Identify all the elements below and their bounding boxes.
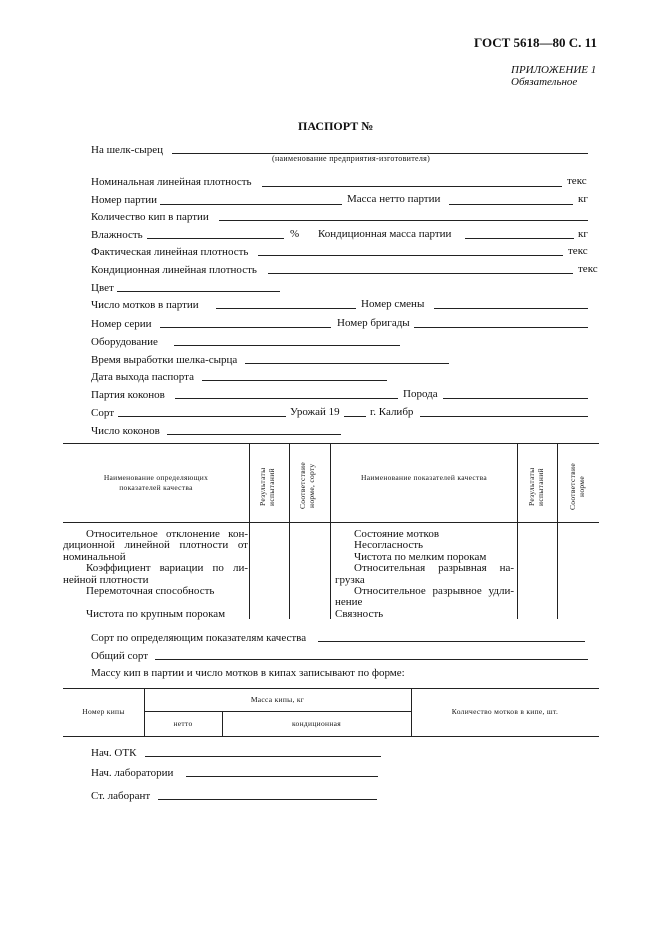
brigade-number-label: Номер бригады bbox=[337, 317, 410, 329]
nominal-density-line[interactable] bbox=[262, 186, 562, 187]
bale-count-line[interactable] bbox=[219, 220, 588, 221]
col-conformity-right: Соответствие норме bbox=[568, 463, 586, 511]
color-line[interactable] bbox=[117, 291, 280, 292]
form-note: Массу кип в партии и число мотков в кипах записывают по форме: bbox=[91, 667, 405, 679]
grade-label: Сорт bbox=[91, 407, 114, 419]
net-mass-line[interactable] bbox=[449, 204, 573, 205]
quality-left-item: Чистота по крупным порокам bbox=[86, 607, 226, 620]
harvest-label: Урожай 19 bbox=[290, 406, 340, 418]
conditional-mass-line[interactable] bbox=[465, 238, 574, 239]
tex-unit-3: текс bbox=[578, 263, 598, 275]
quality-right-item: Чистота по мелким порокам bbox=[354, 550, 487, 563]
skeins-in-bale-header: Количество мотков в кипе, шт. bbox=[451, 707, 559, 716]
production-time-label: Время выработки шелка-сырца bbox=[91, 354, 238, 366]
quality-left-item: Относительное отклонение кон- bbox=[86, 528, 248, 540]
nominal-density-label: Номинальная линейная плотность bbox=[91, 176, 252, 188]
lab-head-label: Нач. лаборатории bbox=[91, 767, 174, 779]
appendix-label: ПРИЛОЖЕНИЕ 1 bbox=[511, 64, 597, 76]
color-label: Цвет bbox=[91, 282, 114, 294]
tex-unit-1: текс bbox=[567, 175, 587, 187]
breed-label: Порода bbox=[403, 388, 438, 400]
conditional-header: кондиционная bbox=[291, 719, 342, 728]
percent-unit: % bbox=[290, 228, 300, 240]
cocoon-count-label: Число коконов bbox=[91, 425, 160, 437]
issue-date-line[interactable] bbox=[202, 380, 387, 381]
lot-number-label: Номер партии bbox=[91, 194, 158, 206]
col-name-right: Наименование показателей качества bbox=[360, 473, 487, 482]
bale-mass-header: Масса кипы, кг bbox=[250, 695, 305, 704]
issue-date-label: Дата выхода паспорта bbox=[91, 371, 194, 383]
quality-left-item: нейной плотности bbox=[63, 573, 149, 586]
otk-head-label: Нач. ОТК bbox=[91, 747, 137, 759]
quality-right-item: Несогласность bbox=[354, 539, 424, 552]
lab-head-line[interactable] bbox=[186, 776, 378, 777]
quality-left-item: Коэффициент вариации по ли- bbox=[86, 562, 248, 575]
shift-number-line[interactable] bbox=[434, 308, 588, 309]
humidity-label: Влажность bbox=[91, 229, 143, 241]
cocoon-count-line[interactable] bbox=[167, 434, 341, 435]
kg-unit-1: кг bbox=[578, 193, 588, 205]
series-number-label: Номер серии bbox=[91, 318, 152, 330]
cocoon-lot-line[interactable] bbox=[175, 398, 398, 399]
conditional-density-label: Кондиционная линейная плотность bbox=[91, 264, 257, 276]
equipment-line[interactable] bbox=[174, 345, 400, 346]
conditional-density-line[interactable] bbox=[268, 273, 573, 274]
series-number-line[interactable] bbox=[160, 327, 331, 328]
field-silk bbox=[91, 143, 163, 157]
senior-lab-line[interactable] bbox=[158, 799, 377, 800]
kg-unit-2: кг bbox=[578, 228, 588, 240]
overall-grade-line[interactable] bbox=[155, 659, 588, 660]
mandatory-label: Обязательное bbox=[511, 76, 578, 88]
grade-by-quality-label: Сорт по определяющим показателям качества bbox=[91, 632, 307, 644]
quality-right-item: Состояние мотков bbox=[354, 528, 440, 540]
quality-left-item: диционной линейной плотности от bbox=[63, 539, 248, 552]
conditional-mass-label: Кондиционная масса партии bbox=[318, 228, 452, 240]
col-results-right: Результаты испытаний bbox=[527, 467, 545, 507]
cocoon-lot-label: Партия коконов bbox=[91, 389, 165, 401]
skein-count-line[interactable] bbox=[216, 308, 356, 309]
quality-right-item: Относительная разрывная на- bbox=[354, 562, 514, 575]
field-silk-note: (наименование предприятия-изготовителя) bbox=[272, 154, 431, 163]
skein-count-label: Число мотков в партии bbox=[91, 299, 199, 311]
senior-lab-label: Ст. лаборант bbox=[91, 790, 151, 802]
shift-number-label: Номер смены bbox=[361, 298, 425, 310]
bale-number-header: Номер кипы bbox=[82, 707, 125, 716]
actual-density-line[interactable] bbox=[258, 255, 563, 256]
field-silk-label: На шелк-сырец bbox=[91, 144, 163, 156]
overall-grade-label: Общий сорт bbox=[91, 650, 149, 662]
equipment-label: Оборудование bbox=[91, 336, 158, 348]
humidity-line[interactable] bbox=[147, 238, 284, 239]
col-conformity-left: Соответствие норме, сорту bbox=[298, 462, 316, 510]
caliber-label: г. Калибр bbox=[370, 406, 414, 418]
net-mass-label: Масса нетто партии bbox=[347, 193, 441, 205]
quality-right-item: нение bbox=[335, 596, 363, 609]
quality-left-item: Перемоточная способность bbox=[86, 585, 215, 597]
quality-right-item: грузка bbox=[335, 573, 365, 586]
grade-line[interactable] bbox=[118, 416, 286, 417]
quality-right-item: Связность bbox=[335, 607, 384, 620]
grade-by-quality-line[interactable] bbox=[318, 641, 585, 642]
page-title: ПАСПОРТ № bbox=[298, 119, 374, 133]
bale-count-label: Количество кип в партии bbox=[91, 211, 209, 223]
quality-right-item: Относительное разрывное удли- bbox=[354, 585, 514, 597]
actual-density-label: Фактическая линейная плотность bbox=[91, 246, 249, 258]
brigade-number-line[interactable] bbox=[414, 327, 588, 328]
production-time-line[interactable] bbox=[245, 363, 449, 364]
net-header: нетто bbox=[173, 719, 193, 728]
col-name-left: Наименование определяющих показателей качества bbox=[103, 473, 209, 492]
quality-left-item: номинальной bbox=[63, 550, 126, 563]
col-results-left: Результаты испытаний bbox=[258, 467, 276, 507]
tex-unit-2: текс bbox=[568, 245, 588, 257]
breed-line[interactable] bbox=[443, 398, 588, 399]
otk-head-line[interactable] bbox=[145, 756, 381, 757]
standard-header: ГОСТ 5618—80 С. 11 bbox=[474, 35, 597, 50]
caliber-line[interactable] bbox=[420, 416, 588, 417]
harvest-year-line[interactable] bbox=[344, 416, 366, 417]
lot-number-line[interactable] bbox=[160, 204, 342, 205]
